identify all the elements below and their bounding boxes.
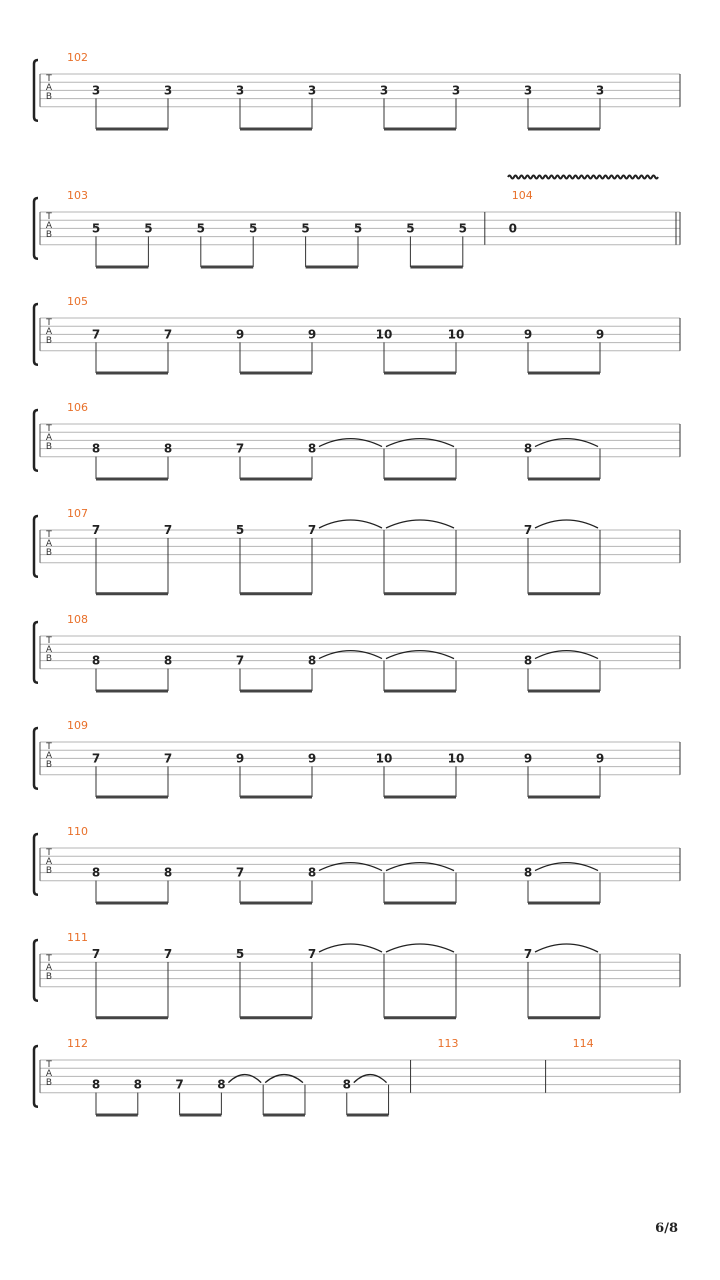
fret-number: 7 (163, 947, 173, 961)
fret-number: 5 (144, 221, 153, 236)
measure-number: 112 (67, 1037, 88, 1050)
tab-clef-letter: A (45, 1069, 53, 1079)
tie-arc (265, 1075, 303, 1083)
tie-arc (319, 439, 382, 447)
tab-clef-letter: B (45, 654, 53, 664)
fret-number: 3 (235, 83, 245, 98)
fret-number: 3 (307, 83, 317, 98)
tie-arc (386, 439, 454, 447)
fret-number: 10 (375, 751, 393, 766)
tie-arc (319, 520, 382, 528)
tab-clef-letter: A (45, 963, 53, 973)
tie-arc (386, 651, 454, 659)
tab-clef-letter: A (45, 645, 53, 655)
measure-number: 110 (67, 825, 88, 838)
measure-number: 106 (67, 401, 88, 414)
system-bracket (34, 304, 38, 365)
tie-arc (535, 863, 598, 871)
fret-number: 7 (91, 523, 101, 537)
fret-number: 5 (353, 221, 363, 236)
tie-arc (386, 863, 454, 871)
fret-number: 8 (163, 441, 173, 456)
tab-system (34, 507, 680, 594)
tab-measure (67, 931, 680, 1018)
fret-number: 7 (235, 653, 245, 668)
system-bracket (34, 622, 38, 683)
measure-number: 113 (437, 1037, 459, 1050)
tab-clef-letter: T (46, 212, 52, 222)
measure-number: 104 (511, 189, 533, 202)
fret-number: 7 (91, 327, 101, 342)
measure-number: 111 (67, 931, 88, 944)
tab-clef-letter: T (46, 742, 52, 752)
tab-clef-letter: A (45, 83, 53, 93)
tab-clef-letter: B (45, 760, 53, 770)
fret-number: 10 (447, 327, 465, 342)
tie-arc (535, 520, 598, 528)
fret-number: 7 (91, 751, 101, 766)
tab-clef-letter: A (45, 433, 53, 443)
tie-arc (319, 944, 382, 952)
fret-number: 3 (595, 83, 605, 98)
fret-number: 0 (508, 221, 517, 236)
tab-clef-letter: T (46, 848, 52, 858)
tab-clef-letter: T (46, 74, 52, 84)
fret-number: 5 (301, 221, 310, 236)
fret-number: 7 (523, 947, 533, 961)
tab-clef-letter: A (45, 221, 53, 231)
measure-number: 102 (67, 51, 88, 64)
fret-number: 7 (163, 327, 173, 342)
tab-clef-letter: T (46, 636, 52, 646)
measure-number: 108 (67, 613, 88, 626)
tab-clef-letter: A (45, 751, 53, 761)
tab-clef-letter: B (45, 1078, 53, 1088)
vibrato-mark (508, 176, 658, 179)
tab-measure (67, 507, 680, 594)
tab-system (34, 825, 680, 903)
fret-number: 5 (196, 221, 205, 236)
fret-number: 7 (235, 865, 245, 880)
fret-number: 7 (235, 441, 245, 456)
tab-clef-letter: B (45, 92, 53, 102)
tab-clef-letter: T (46, 424, 52, 434)
fret-number: 8 (91, 865, 101, 880)
fret-number: 7 (523, 523, 533, 537)
tab-system (34, 401, 680, 479)
fret-number: 9 (307, 751, 317, 766)
fret-number: 10 (447, 751, 465, 766)
measure-number: 114 (572, 1037, 594, 1050)
system-bracket (34, 410, 38, 471)
fret-number: 8 (307, 865, 317, 880)
system-bracket (34, 728, 38, 789)
fret-number: 3 (91, 83, 101, 98)
fret-number: 7 (307, 947, 317, 961)
tab-clef-letter: A (45, 327, 53, 337)
tie-arc (535, 944, 598, 952)
tab-clef-letter: B (45, 230, 53, 240)
fret-number: 5 (91, 221, 101, 236)
tie-arc (535, 651, 598, 659)
tab-system (34, 1037, 680, 1115)
fret-number: 5 (406, 221, 415, 236)
fret-number: 7 (175, 1077, 184, 1092)
system-bracket (34, 1046, 38, 1107)
tab-system (34, 51, 680, 129)
page-number: 6/8 (655, 1221, 678, 1236)
fret-number: 7 (91, 947, 101, 961)
fret-number: 8 (307, 441, 317, 456)
fret-number: 8 (523, 653, 533, 668)
system-bracket (34, 198, 38, 259)
fret-number: 8 (307, 653, 317, 668)
fret-number: 8 (217, 1077, 226, 1092)
fret-number: 9 (523, 751, 533, 766)
tab-system (34, 295, 680, 373)
fret-number: 7 (307, 523, 317, 537)
fret-number: 7 (163, 751, 173, 766)
measure-number: 103 (67, 189, 88, 202)
tie-arc (319, 651, 382, 659)
fret-number: 8 (91, 1077, 101, 1092)
system-bracket (34, 60, 38, 121)
measure-number: 109 (67, 719, 88, 732)
fret-number: 8 (163, 865, 173, 880)
tab-clef-letter: T (46, 530, 52, 540)
fret-number: 5 (458, 221, 467, 236)
tab-system (34, 176, 680, 268)
fret-number: 7 (163, 523, 173, 537)
fret-number: 9 (307, 327, 317, 342)
fret-number: 3 (523, 83, 533, 98)
fret-number: 8 (91, 653, 101, 668)
tab-clef-letter: A (45, 857, 53, 867)
fret-number: 9 (235, 327, 245, 342)
fret-number: 8 (91, 441, 101, 456)
tab-clef-letter: T (46, 1060, 52, 1070)
tie-arc (228, 1075, 261, 1083)
tab-system (34, 931, 680, 1018)
fret-number: 8 (163, 653, 173, 668)
fret-number: 8 (342, 1077, 351, 1092)
tab-clef-letter: T (46, 318, 52, 328)
tab-clef-letter: B (45, 336, 53, 346)
fret-number: 3 (379, 83, 389, 98)
fret-number: 9 (595, 327, 605, 342)
system-bracket (34, 834, 38, 895)
tab-clef-letter: B (45, 972, 53, 982)
fret-number: 5 (249, 221, 258, 236)
measure-number: 107 (67, 507, 88, 520)
fret-number: 5 (235, 523, 245, 537)
tab-clef-letter: B (45, 866, 53, 876)
fret-number: 5 (235, 947, 245, 961)
tab-clef-letter: B (45, 548, 53, 558)
tab-clef-letter: T (46, 954, 52, 964)
tab-system (34, 719, 680, 797)
tie-arc (354, 1075, 387, 1083)
tie-arc (535, 439, 598, 447)
system-bracket (34, 940, 38, 1001)
fret-number: 3 (163, 83, 173, 98)
fret-number: 9 (235, 751, 245, 766)
fret-number: 8 (133, 1077, 142, 1092)
fret-number: 9 (523, 327, 533, 342)
fret-number: 9 (595, 751, 605, 766)
tab-clef-letter: B (45, 442, 53, 452)
measure-number: 105 (67, 295, 88, 308)
tie-arc (386, 520, 454, 528)
tie-arc (319, 863, 382, 871)
tab-clef-letter: A (45, 539, 53, 549)
fret-number: 8 (523, 441, 533, 456)
tab-system (34, 613, 680, 691)
fret-number: 10 (375, 327, 393, 342)
fret-number: 3 (451, 83, 461, 98)
system-bracket (34, 516, 38, 577)
tie-arc (386, 944, 454, 952)
fret-number: 8 (523, 865, 533, 880)
